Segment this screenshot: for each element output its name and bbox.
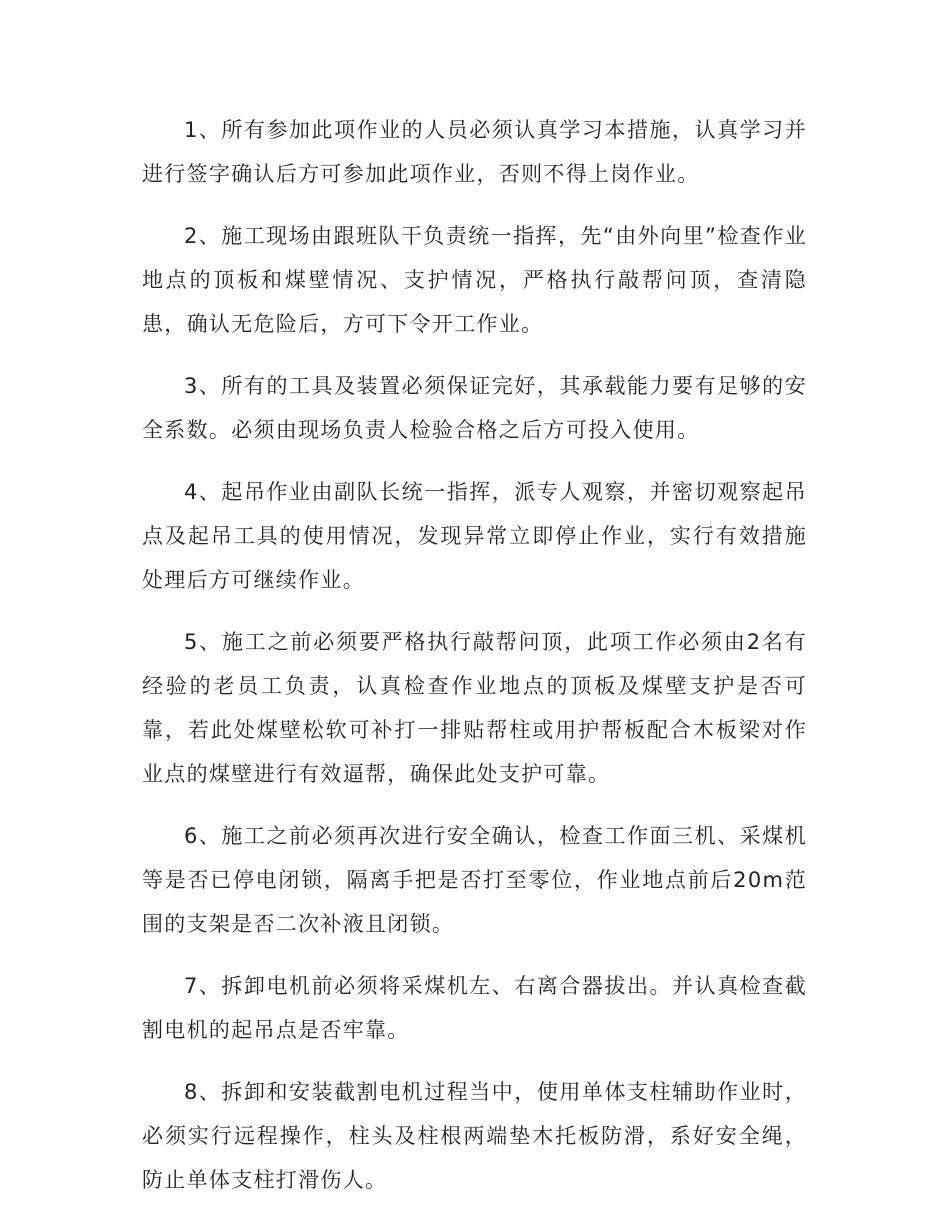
paragraph-5: 5、施工之前必须要严格执行敲帮问顶，此项工作必须由2名有经验的老员工负责，认真检查作业地点的顶板及煤壁支护是否可靠，若此处煤壁松软可补打一排贴帮柱或用护帮板配合木板梁对作业点的煤壁进行有效逼帮，确保此处支护可靠。	[142, 630, 807, 786]
paragraph-3: 3、所有的工具及装置必须保证完好，其承载能力要有足够的安全系数。必须由现场负责人检验合格之后方可投入使用。	[142, 374, 807, 442]
paragraph-7: 7、拆卸电机前必须将采煤机左、右离合器拔出。并认真检查截割电机的起吊点是否牢靠。	[142, 974, 807, 1042]
document-body	[142, 108, 807, 1220]
paragraph-6: 6、施工之前必须再次进行安全确认，检查工作面三机、采煤机等是否已停电闭锁，隔离手把是否打至零位，作业地点前后20m范围的支架是否二次补液且闭锁。	[142, 824, 807, 936]
paragraph-1: 1、所有参加此项作业的人员必须认真学习本措施，认真学习并进行签字确认后方可参加此项作业，否则不得上岗作业。	[142, 118, 807, 186]
paragraph-4: 4、起吊作业由副队长统一指挥，派专人观察，并密切观察起吊点及起吊工具的使用情况，发现异常立即停止作业，实行有效措施处理后方可继续作业。	[142, 480, 807, 592]
paragraph-8: 8、拆卸和安装截割电机过程当中，使用单体支柱辅助作业时，必须实行远程操作，柱头及柱根两端垫木托板防滑，系好安全绳，防止单体支柱打滑伤人。	[142, 1080, 807, 1192]
paragraph-2: 2、施工现场由跟班队干负责统一指挥，先“由外向里”检查作业地点的顶板和煤壁情况、支护情况，严格执行敲帮问顶，查清隐患，确认无危险后，方可下令开工作业。	[142, 224, 807, 336]
